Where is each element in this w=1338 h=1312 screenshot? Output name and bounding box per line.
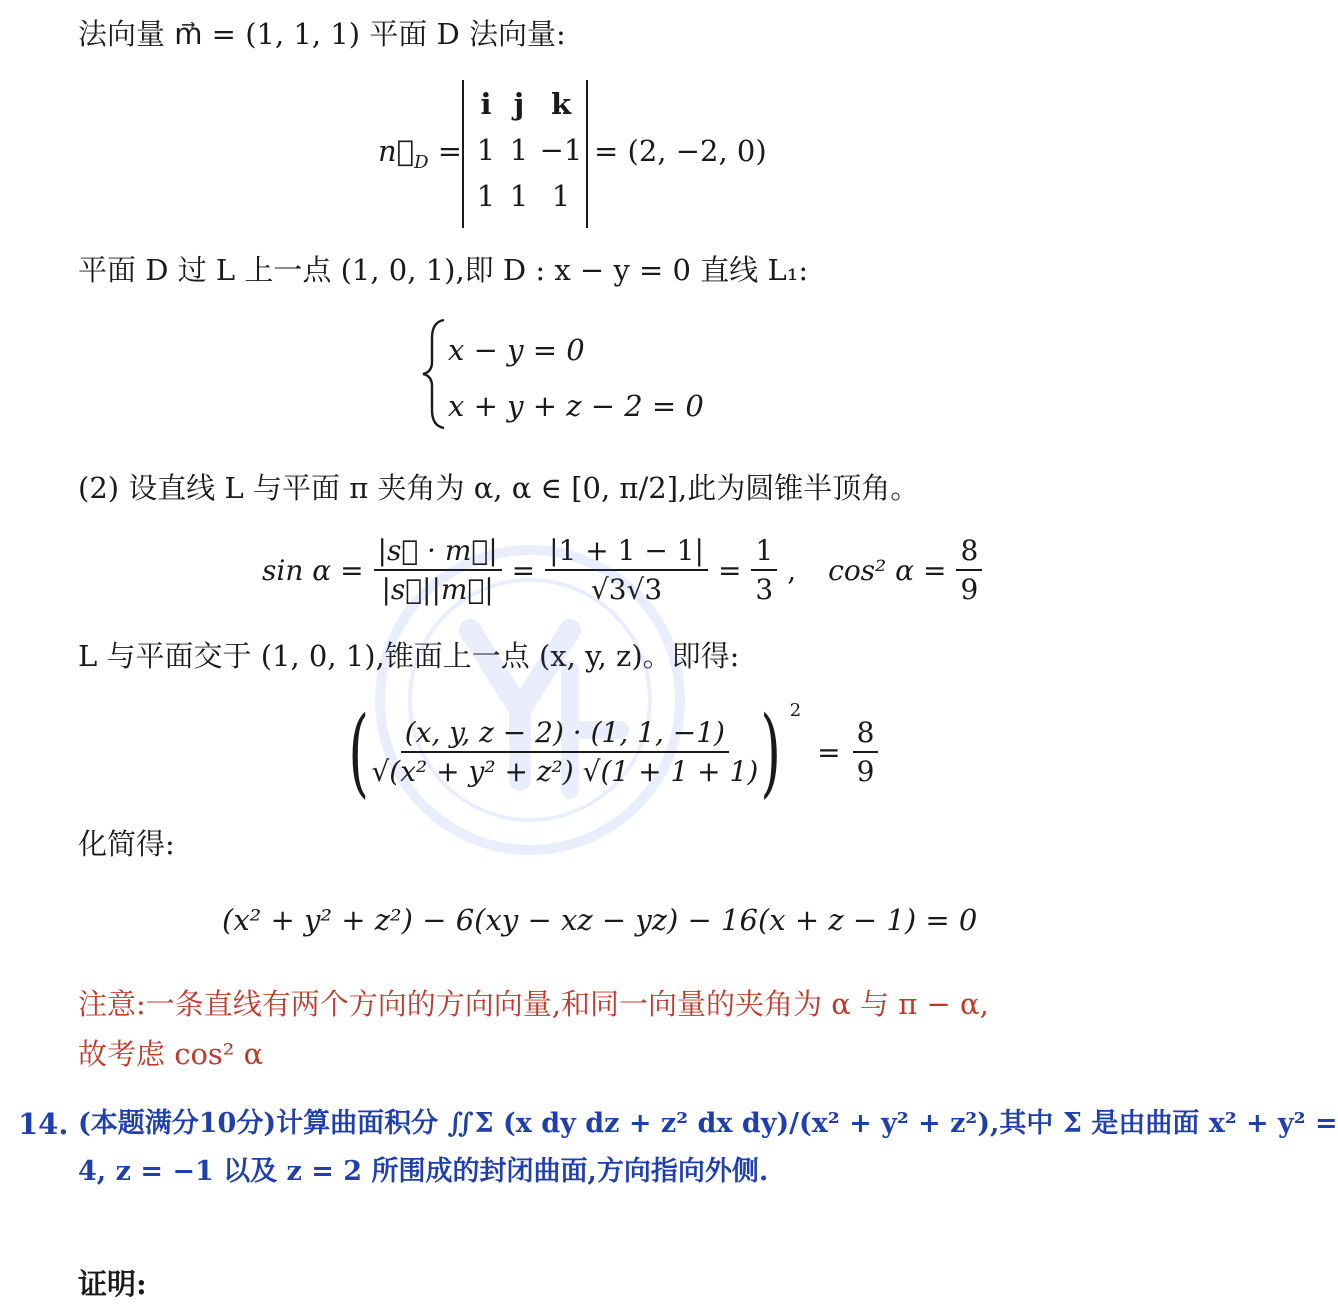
det-label: $n⃗_D$ = — [378, 134, 463, 173]
det-cell: k — [550, 87, 572, 121]
det-cell: 1 — [509, 133, 529, 167]
fraction: $\frac{|s⃗ \cdot m⃗|}{|s⃗||m⃗|}$ — [374, 534, 502, 606]
right-paren: ) — [760, 696, 782, 808]
left-brace-icon — [420, 318, 450, 430]
det-cell: 1 — [551, 179, 571, 213]
det-cell: 1 — [476, 179, 496, 213]
cone-point-line: L 与平面交于 (1, 0, 1),锥面上一点 (x, y, z)。即得: — [78, 639, 740, 673]
fraction: $\frac{1}{3}$ — [751, 534, 777, 606]
fraction: $\frac{8}{9}$ — [956, 534, 982, 606]
left-paren: ( — [348, 696, 370, 808]
proof-label: 证明: — [78, 1267, 147, 1301]
final-equation: (x² + y² + z²) − 6(xy − xz − yz) − 16(x + z − 1) = 0 — [222, 903, 978, 937]
note-line-2: 故考虑 cos² α — [78, 1037, 264, 1071]
simplify-label: 化简得: — [78, 827, 175, 861]
problem-line-1: (本题满分10分)计算曲面积分 ∬Σ (x dy dz + z² dx dy)/(x² + y² + z²),其中 Σ 是由曲面 x² + y² = — [78, 1108, 1338, 1139]
problem-number: 14. — [18, 1107, 69, 1141]
problem-line-2: 4, z = −1 以及 z = 2 所围成的封闭曲面,方向指向外侧. — [78, 1156, 769, 1187]
cone-equation: ( $\frac{(x, y, z - 2) \cdot (1, 1, -1)}{\text{√(x² + y² + z²) √(1 + 1 + 1)}}$ ) 2 = $\frac{8}{9}$ — [340, 700, 878, 804]
det-cell: 1 — [476, 133, 496, 167]
det-cell: j — [513, 87, 525, 121]
fraction: $\frac{8}{9}$ — [853, 716, 879, 788]
det-result: = (2, −2, 0) — [594, 134, 767, 168]
system-eq-2: x + y + z − 2 = 0 — [448, 389, 704, 423]
note-line-1: 注意:一条直线有两个方向的方向向量,和同一向量的夹角为 α 与 π − α, — [78, 987, 989, 1021]
det-cell: i — [480, 87, 492, 121]
fraction: $\frac{(x, y, z - 2) \cdot (1, 1, -1)}{\text{√(x² + y² + z²) √(1 + 1 + 1)}}$ — [371, 716, 759, 788]
sin-alpha-equation: sin α = $\frac{|s⃗ \cdot m⃗|}{|s⃗||m⃗|}$ = $\frac{|1 + 1 - 1|}{√3√3}$ = $\frac{1}{3}$ , cos² α = $\frac{8}{9}$ — [262, 534, 982, 606]
system-eq-1: x − y = 0 — [448, 333, 585, 367]
det-cell: 1 — [509, 179, 529, 213]
plane-d-line: 平面 D 过 L 上一点 (1, 0, 1),即 D : x − y = 0 直线 L₁: — [78, 253, 809, 287]
fraction: $\frac{|1 + 1 - 1|}{√3√3}$ — [545, 534, 708, 606]
determinant-matrix — [462, 80, 588, 228]
det-cell: −1 — [539, 133, 583, 167]
angle-line: (2) 设直线 L 与平面 π 夹角为 α, α ∈ [0, π/2],此为圆锥半顶角。 — [78, 471, 920, 505]
normal-vector-line: 法向量 m⃗ = (1, 1, 1) 平面 D 法向量: — [78, 17, 566, 51]
